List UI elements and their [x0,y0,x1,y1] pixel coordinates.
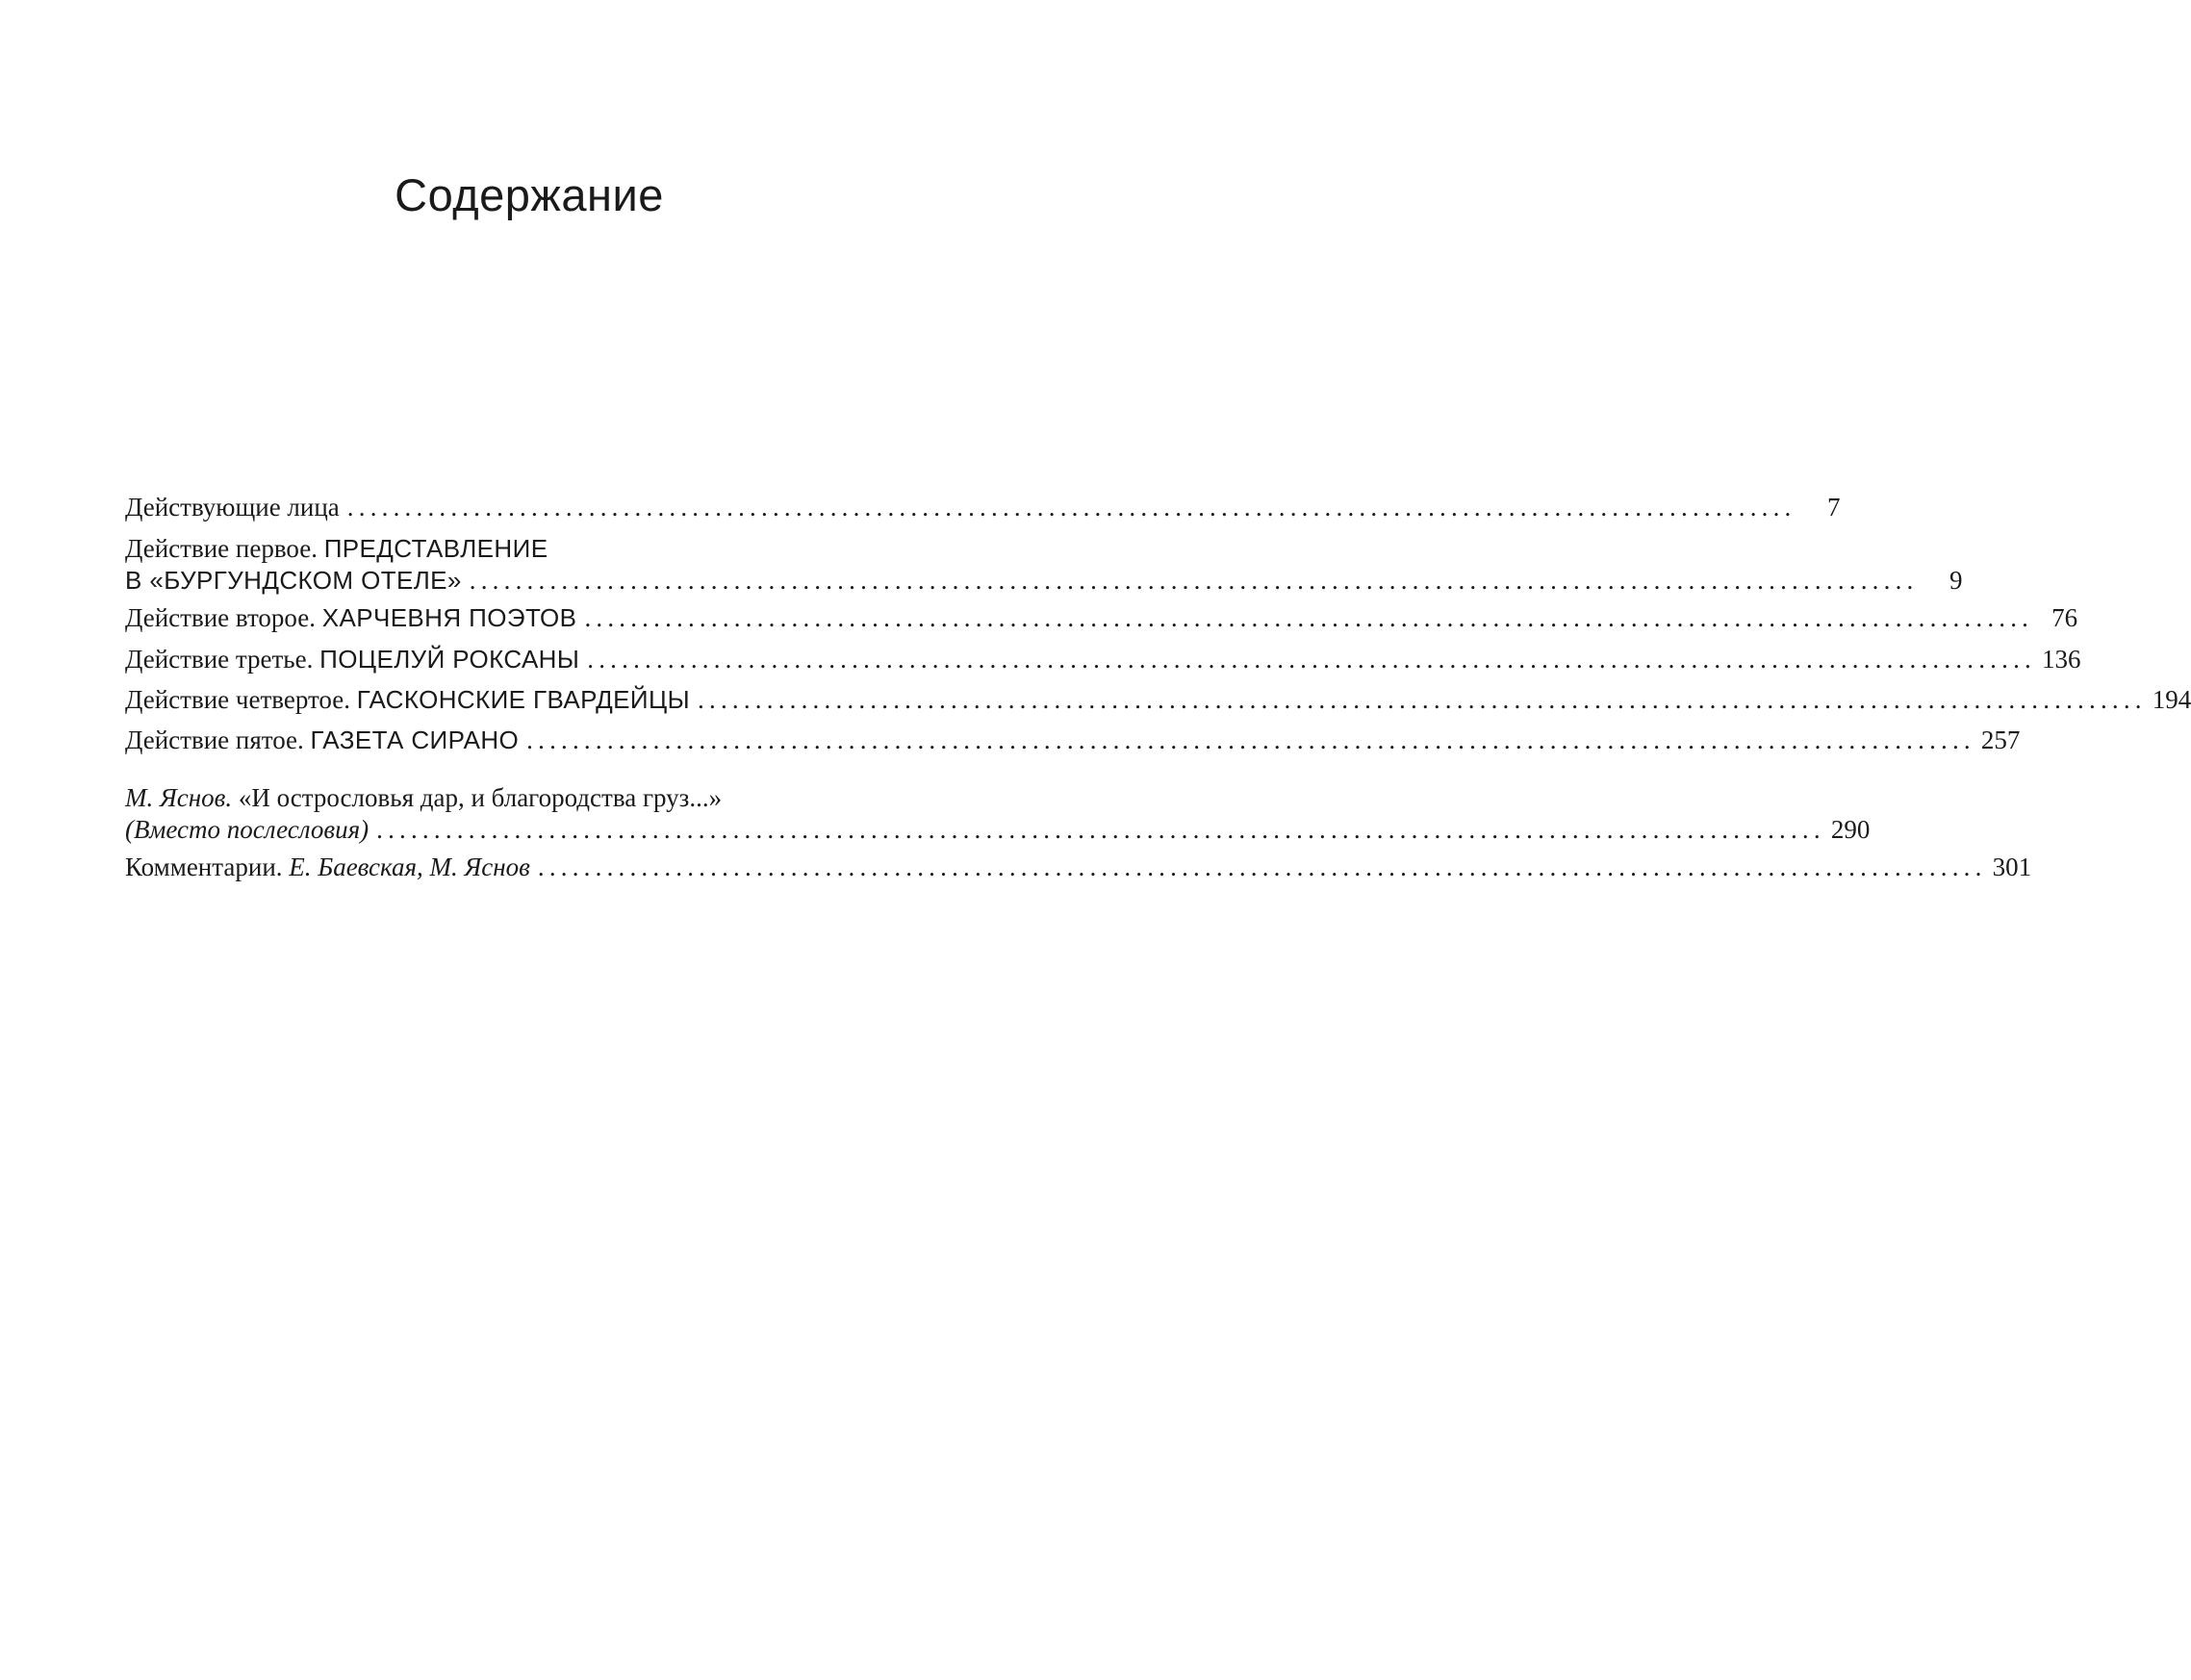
toc-entry-subtitle: (Вместо послесловия) [125,815,369,844]
toc-entry-authors: Е. Баевская, М. Яснов [289,853,530,881]
toc-entry-commentary[interactable] [125,853,2032,881]
page-number: 7 [1827,493,1841,522]
toc-entry-title: ХАРЧЕВНЯ ПОЭТОВ [321,603,577,632]
toc-entry-title: ПОЦЕЛУЙ РОКСАНЫ [319,645,580,674]
toc-entry-act-three[interactable] [125,645,2081,674]
toc-entry-act-four[interactable] [125,685,2191,714]
page-number: 290 [1830,815,1871,844]
toc-entry-act-five[interactable] [125,725,2021,754]
page-title: Содержание [395,169,664,220]
toc-entry-act-one[interactable] [125,534,1963,595]
toc-entry-label: Комментарии. [125,853,283,881]
dot-leader: .............................................................................................................................. [584,603,2034,632]
dot-leader: .............................................................................................................................. [346,493,1796,522]
toc-entry-label: Действие третье. [125,645,314,674]
page-number: 136 [2041,645,2081,674]
toc-entry-author: М. Яснов. [125,783,233,812]
dot-leader: .............................................................................................................................. [526,725,1975,754]
page-number: 76 [2051,603,2078,632]
toc-entry-title: ГАЗЕТА СИРАНО [310,725,520,754]
toc-entry-title: ГАСКОНСКИЕ ГВАРДЕЙЦЫ [356,685,691,714]
page-number: 257 [1980,725,2021,754]
dot-leader: .............................................................................................................................. [469,566,1919,595]
page-number: 194 [2152,685,2191,714]
page-number: 301 [1992,853,2032,881]
toc-entry-act-two[interactable] [125,603,2078,632]
toc-entry-label: Действие первое. [125,534,318,563]
dot-leader: .............................................................................................................................. [376,815,1825,844]
toc-entry-title-continued: В «БУРГУНДСКОМ ОТЕЛЕ» [125,566,462,595]
toc-entry-label: Действие пятое. [125,725,304,754]
dot-leader: .............................................................................................................................. [537,853,1987,881]
toc-entry-label: Действие второе. [125,603,316,632]
toc-entry-label: Действие четвертое. [125,685,350,714]
dot-leader: .............................................................................................................................. [587,645,2036,674]
page-number: 9 [1949,566,1963,595]
dot-leader: .............................................................................................................................. [698,685,2147,714]
toc-entry-title: ПРЕДСТАВЛЕНИЕ [323,534,548,563]
toc-entry-label: Действующие лица [125,493,340,522]
toc-entry-title: «И острословья дар, и благородства груз...» [238,783,723,812]
toc-entry-afterword[interactable] [125,783,1871,844]
toc-entry-characters[interactable] [125,493,1841,522]
